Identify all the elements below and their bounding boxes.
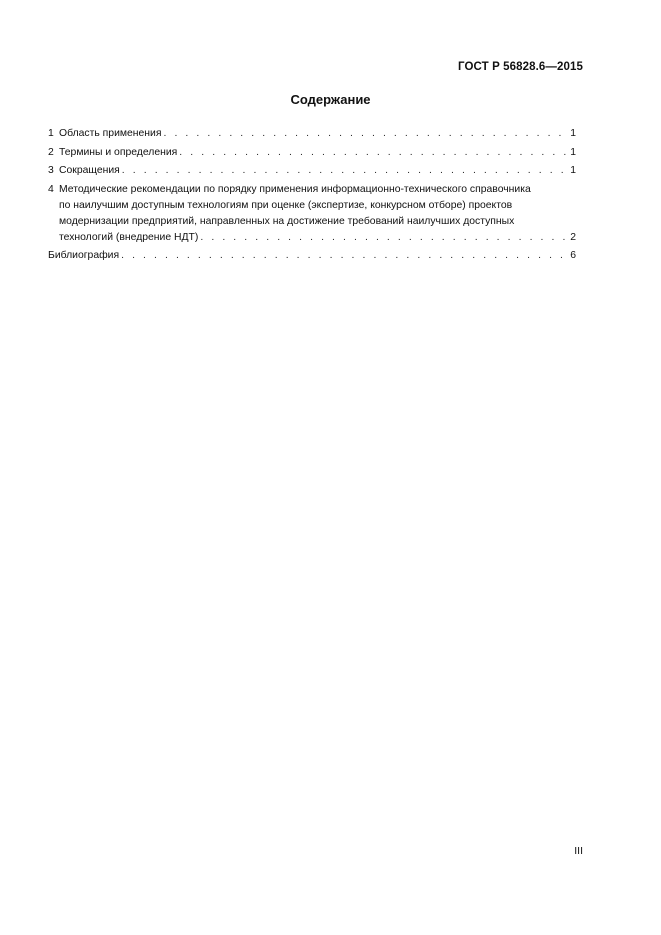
toc-entry[interactable]	[48, 163, 576, 179]
toc-entry-page: 1	[570, 165, 576, 176]
toc-entry-title-line: Методические рекомендации по порядку применения информационно-технического справочника	[59, 183, 531, 195]
toc-entry-number: 1	[48, 128, 54, 139]
toc-entry-title: Библиография	[48, 250, 120, 261]
toc-entry-title: Сокращения	[59, 165, 120, 176]
dot-leader	[179, 145, 568, 161]
table-of-contents	[48, 126, 576, 267]
document-code: ГОСТ Р 56828.6—2015	[458, 61, 583, 73]
toc-entry-number: 4	[48, 183, 54, 195]
toc-entry-page: 1	[570, 146, 576, 158]
dot-leader	[121, 248, 568, 264]
toc-entry-title: Область применения	[59, 128, 162, 139]
toc-entry-number: 3	[48, 165, 54, 176]
page-title: Содержание	[290, 92, 371, 107]
dot-leader	[163, 126, 568, 142]
toc-entry-title-line: по наилучшим доступным технологиям при оценке (экспертизе, конкурсном отборе) проектов	[59, 199, 513, 211]
toc-entry[interactable]	[48, 126, 576, 142]
toc-entry-page: 1	[570, 128, 576, 139]
dot-leader	[122, 163, 568, 179]
toc-entry-page: 6	[570, 250, 576, 261]
toc-entry-title-line: модернизации предприятий, направленных на достижение требований наилучших доступных	[59, 215, 515, 227]
toc-entry[interactable]	[48, 182, 576, 246]
toc-entry-page: 2	[570, 231, 576, 243]
toc-entry-number: 2	[48, 146, 54, 158]
toc-entry-title: Термины и определения	[59, 146, 178, 158]
toc-entry[interactable]	[48, 248, 576, 264]
dot-leader	[200, 230, 568, 246]
toc-entry-title: технологий (внедрение НДТ)	[59, 231, 199, 243]
page-number: III	[574, 845, 583, 857]
toc-entry[interactable]	[48, 145, 576, 161]
